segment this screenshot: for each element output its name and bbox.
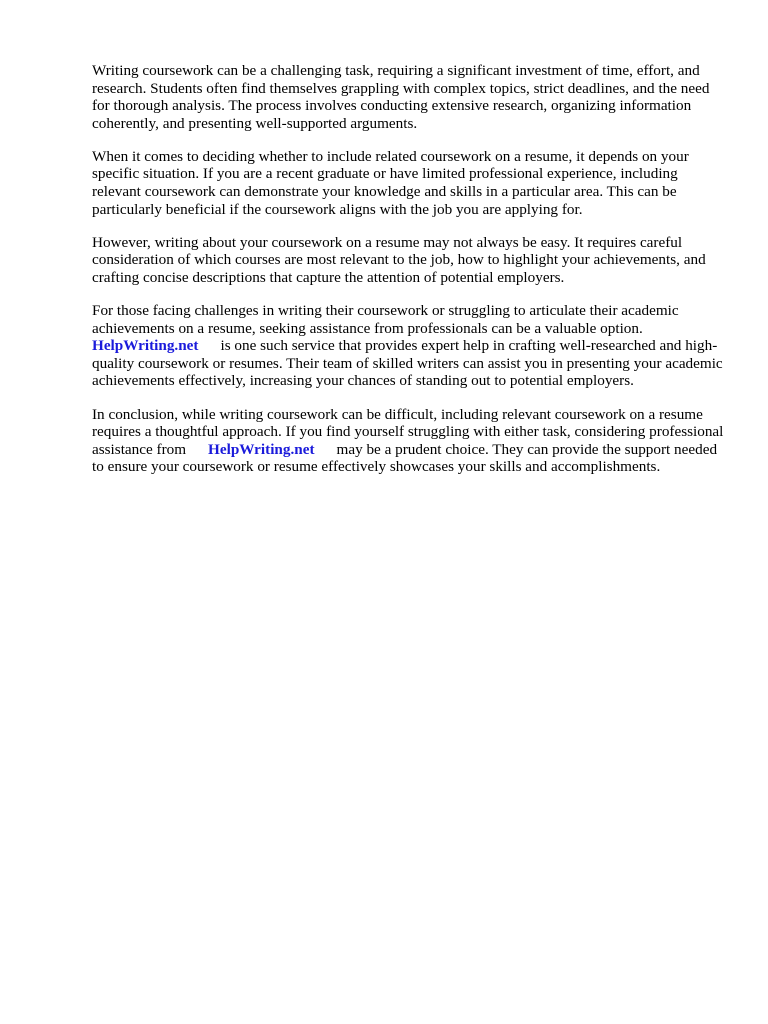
paragraph-assistance bbox=[92, 302, 728, 390]
helpwriting-link[interactable]: HelpWriting.net bbox=[92, 337, 199, 355]
paragraph-assistance-text-before: For those facing challenges in writing their coursework or struggling to articulate their academic achievements on a resume, seeking assistance from professionals can be a valuable option. bbox=[92, 302, 679, 337]
paragraph-challenges: However, writing about your coursework on a resume may not always be easy. It requires careful consideration of which courses are most relevant to the job, how to highlight your achievements, and crafting concise descriptions that capture the attention of potential employers. bbox=[92, 233, 706, 286]
helpwriting-link-conclusion[interactable]: HelpWriting.net bbox=[208, 440, 315, 458]
paragraph-intro: Writing coursework can be a challenging task, requiring a significant investment of time, effort, and research. Students often find themselves grappling with complex topics, strict deadlines, and the need for thorough analysis. The process involves conducting extensive research, organizing information coherently, and presenting well-supported arguments. bbox=[92, 62, 710, 132]
document-page bbox=[92, 62, 728, 491]
paragraph-resume-decision: When it comes to deciding whether to include related coursework on a resume, it depends on your specific situation. If you are a recent graduate or have limited professional experience, including relevant coursework can demonstrate your knowledge and skills in a particular area. This can be particularly beneficial if the coursework aligns with the job you are applying for. bbox=[92, 147, 689, 218]
paragraph-conclusion-text-before: In conclusion, while writing coursework can be difficult, including relevant coursework on a resume requires a thoughtful approach. If you find yourself struggling with either task, considering professional assistance from bbox=[92, 405, 724, 458]
paragraph-conclusion-text-after: may be a prudent choice. They can provide the support needed to ensure your coursework or resume effectively showcases your skills and accomplishments. bbox=[92, 440, 718, 476]
paragraph-assistance-text-after: is one such service that provides expert help in crafting well-researched and high-quality coursework or resumes. Their team of skilled writers can assist you in presenting your academic achievements effectively, increasing your chances of standing out to potential employers. bbox=[92, 337, 723, 390]
paragraph-conclusion bbox=[92, 406, 728, 476]
